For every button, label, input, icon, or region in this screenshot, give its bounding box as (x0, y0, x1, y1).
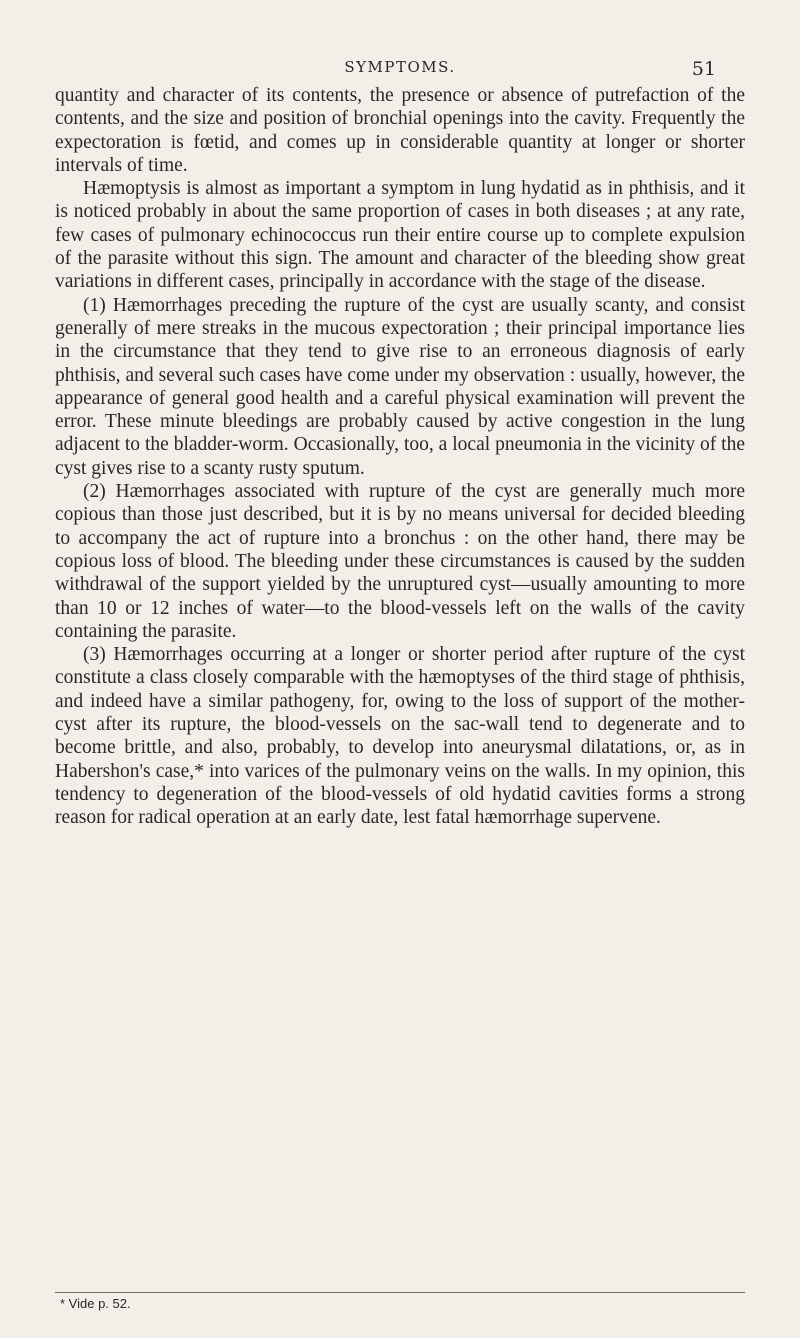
paragraph-haemorrhages-after-rupture: (3) Hæmorrhages occurring at a longer or shorter period after rupture of the cyst constitute a class closely comparable with the hæmoptyses of the third stage of phthisis, and indeed have a similar pathogeny, for, owing to the loss of support of the mother-cyst after its rupture, the blood-vessels on the sac-wall tend to degenerate and to become brittle, and also, probably, to develop into aneurysmal dilatations, or, as in Habershon's case,* into varices of the pulmonary veins on the walls. In my opinion, this tendency to degeneration of the blood-vessels of old hydatid cavities forms a strong reason for radical operation at an early date, lest fatal hæmorrhage supervene. (55, 644, 745, 829)
running-head-title: SYMPTOMS. (344, 58, 456, 76)
page-number: 51 (691, 58, 716, 80)
paragraph-haemorrhages-with-rupture: (2) Hæmorrhages associated with rupture of the cyst are generally much more copious than those just described, but it is by no means universal for decided bleeding to accompany the act of rupture into a bronchus : on the other hand, there may be copious loss of blood. The bleeding under these circumstances is caused by the sudden withdrawal of the support yielded by the unruptured cyst—usually amounting to more than 10 or 12 inches of water—to the blood-vessels left on the walls of the cavity containing the parasite. (55, 481, 745, 642)
footnote: * Vide p. 52. (60, 1296, 131, 1311)
paragraph-haemorrhages-preceding-rupture: (1) Hæmorrhages preceding the rupture of the cyst are usually scanty, and consist generally of mere streaks in the mucous expectoration ; their principal importance lies in the circumstance that they tend to give rise to an erroneous diagnosis of early phthisis, and several such cases have come under my observation : usually, however, the appearance of general good health and a careful physical examination will prevent the error. These minute bleedings are probably caused by active congestion in the lung adjacent to the bladder-worm. Occasionally, too, a local pneumonia in the vicinity of the cyst gives rise to a scanty rusty sputum. (55, 294, 745, 479)
body-text (55, 84, 745, 830)
paragraph-continuation: quantity and character of its contents, the presence or absence of putrefaction of the contents, and the size and position of bronchial openings into the cavity. Frequently the expectoration is fœtid, and comes up in considerable quantity at longer or shorter intervals of time. (55, 85, 745, 176)
running-head (0, 58, 800, 82)
paragraph-haemoptysis: Hæmoptysis is almost as important a symptom in lung hydatid as in phthisis, and it is noticed probably in about the same proportion of cases in both diseases ; at any rate, few cases of pulmonary echinococcus run their entire course up to complete expulsion of the parasite without this sign. The amount and character of the bleeding show great variations in different cases, principally in accordance with the stage of the disease. (55, 178, 745, 293)
footnote-rule (55, 1292, 745, 1293)
